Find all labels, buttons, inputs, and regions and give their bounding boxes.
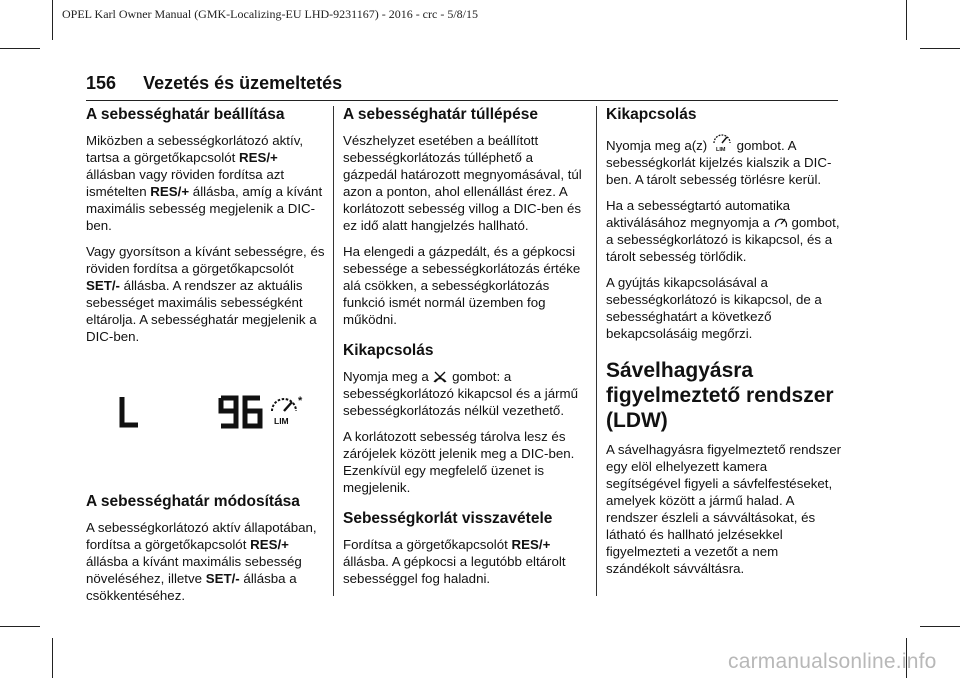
svg-text:LIM: LIM	[715, 147, 726, 152]
crop-mark	[920, 626, 960, 627]
paragraph: Vagy gyorsítson a kívánt sebességre, és röviden fordítsa a görgetőkapcsolót SET/- állásba. A rendszer az aktuális sebességet maximális sebességként eltárolja. A sebességhatár megjelenik a DIC-ben.	[86, 244, 325, 344]
paragraph: Vészhelyzet esetében a beállított sebességkorlátozás túlléphető a gázpedál határozott megnyomásával, túl azon a ponton, ahol ellenállást érez. A korlátozott sebesség villog a DIC-ben és ez idő alatt hangjelzés hallható.	[343, 133, 582, 233]
dic-display-illustration	[86, 389, 328, 479]
crop-mark	[52, 0, 53, 40]
page-header	[86, 73, 838, 101]
paragraph: Fordítsa a görgetőkapcsolót RES/+ állásba. A gépkocsi a legutóbb eltárolt sebességgel fog haladni.	[343, 537, 566, 586]
section-heading: A sebességhatár módosítása	[86, 493, 300, 510]
paragraph: Ha a sebességtartó automatika aktiválásához megnyomja a gombot, a sebességkorlátozó is kikapcsol, és a tárolt sebesség törlődik.	[606, 198, 840, 264]
svg-text:L: L	[118, 395, 119, 396]
speed-limiter-icon	[711, 132, 733, 152]
section-heading: A sebességhatár beállítása	[86, 106, 285, 123]
chapter-title: Vezetés és üzemeltetés	[143, 73, 343, 93]
paragraph: A korlátozott sebesség tárolva lesz és zárójelek között jelenik meg a DIC-ben. Ezenkívül egy megfelelő üzenet is megjelenik.	[343, 429, 575, 495]
watermark: carmanualsonline.info	[728, 650, 937, 673]
paragraph: Nyomja meg a(z) LIM gombot. A sebességkorlát kijelzés kialszik a DIC-ben. A tárolt sebesség törlésre kerül.	[606, 132, 844, 188]
paragraph: Nyomja meg a gombot: a sebességkorlátozó kikapcsol és a jármű sebességkorlátozás nélkül vezethető.	[343, 369, 579, 418]
page-number: 156	[86, 73, 117, 93]
column-divider	[596, 106, 597, 596]
paragraph: A sávelhagyásra figyelmeztető rendszer egy elöl elhelyezett kamera segítségével figyeli a sávfelfestéseket, amelyek között a jármű halad. A rendszer észleli a sávváltásokat, és látható és hallható jelzésekkel figyelmezteti a vezetőt a nem szándékolt sávváltásra.	[606, 442, 842, 576]
svg-text:LIM: LIM	[274, 416, 289, 426]
crop-mark	[906, 0, 907, 40]
svg-text:*: *	[298, 395, 303, 407]
cruise-control-icon	[774, 216, 788, 230]
cancel-icon	[432, 370, 448, 384]
column-2	[343, 106, 585, 596]
paragraph: A gyújtás kikapcsolásával a sebességkorlátozó is kikapcsol, de a sebességhatárt a következő bekapcsolásáig megőrzi.	[606, 275, 822, 341]
paragraph: Miközben a sebességkorlátozó aktív, tartsa a görgetőkapcsolót RES/+ állásban vagy röviden fordítsa azt ismételten RES/+ állásba, amíg a kívánt maximális sebesség megjelenik a DIC-ben.	[86, 133, 323, 233]
section-heading: Kikapcsolás	[606, 106, 697, 123]
crop-mark	[0, 626, 40, 627]
column-divider	[333, 106, 334, 596]
crop-mark	[0, 48, 40, 49]
section-heading: Kikapcsolás	[343, 342, 434, 359]
crop-mark	[920, 48, 960, 49]
section-heading: Sebességkorlát visszavétele	[343, 510, 553, 527]
column-3	[606, 106, 844, 586]
paragraph: Ha elengedi a gázpedált, és a gépkocsi sebessége a sebességkorlátozás értéke alá csökken, a sebességkorlátozás funkció ismét normál üzemben fog működni.	[343, 244, 581, 327]
svg-text:96: 96	[218, 395, 220, 396]
crop-mark	[52, 638, 53, 678]
section-heading: A sebességhatár túllépése	[343, 106, 538, 123]
chapter-heading: Sávelhagyásra figyelmeztető rendszer (LDW)	[606, 359, 834, 432]
speed-limiter-icon	[266, 393, 306, 429]
segment-speed-96	[218, 395, 264, 429]
paragraph: A sebességkorlátozó aktív állapotában, fordítsa a görgetőkapcsolót RES/+ állásba a kívánt maximális sebesség növeléséhez, illetve SET/- állásba a csökkentéséhez.	[86, 520, 317, 603]
segment-letter-l	[118, 395, 142, 429]
column-1	[86, 106, 328, 613]
document-meta: OPEL Karl Owner Manual (GMK-Localizing-EU LHD-9231167) - 2016 - crc - 5/8/15	[62, 7, 478, 21]
